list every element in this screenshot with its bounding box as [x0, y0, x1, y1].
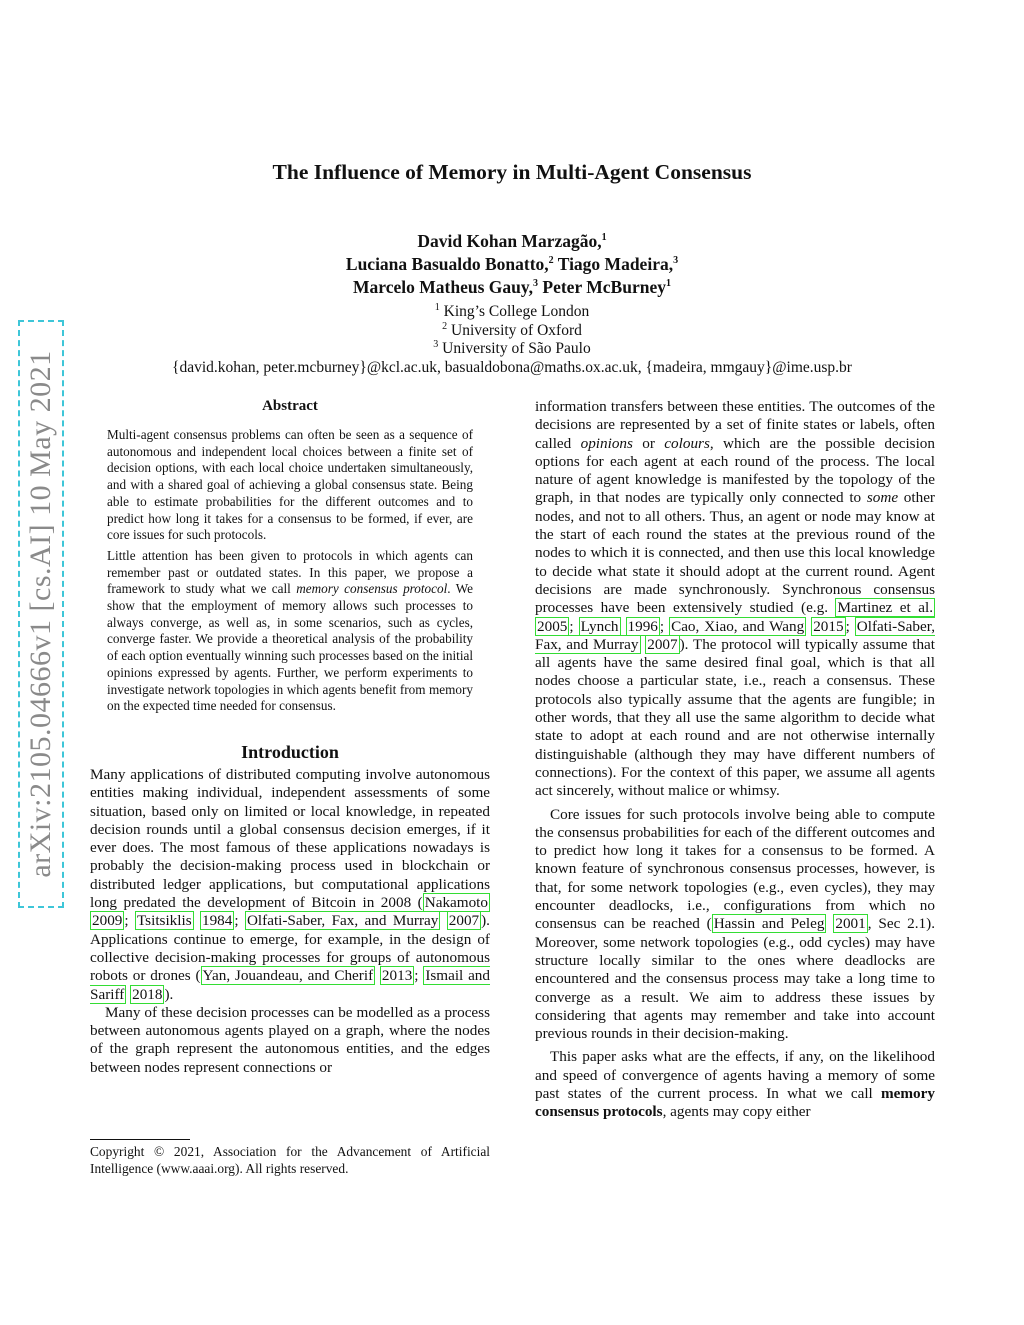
- author-name: Tiago Madeira,: [557, 254, 674, 274]
- arxiv-id-text: arXiv:2105.04666v1 [cs.AI] 10 May 2021: [24, 350, 57, 878]
- author-sup: 2: [548, 255, 554, 267]
- author-name: Marcelo Matheus Gauy,: [353, 277, 534, 297]
- author-line-3: [0, 276, 1024, 299]
- affiliation: $^2$ University of Oxford: [442, 320, 582, 339]
- author-line-2: [0, 253, 1024, 276]
- author-name: Peter McBurney: [542, 277, 666, 297]
- affiliations: [0, 303, 1024, 377]
- citation-link[interactable]: Lynch: [580, 617, 619, 635]
- citation-link[interactable]: Olfati-Saber, Fax, and Murray: [246, 912, 439, 930]
- affiliation: $^3$ University of São Paulo: [433, 338, 591, 357]
- citation-year-link[interactable]: 2013: [381, 967, 413, 985]
- footnote-rule: [90, 1139, 190, 1140]
- right-column: [535, 398, 935, 1122]
- intro-paragraph: Many of these decision processes can be modelled as a process between autonomous agents played on a graph, where the nodes of the graph represent the autonomous entities, and the edges between nodes represent connections or: [90, 1003, 490, 1076]
- citation-link[interactable]: Ismail and Sariff: [90, 967, 490, 1003]
- abstract-body: [90, 427, 490, 715]
- body-paragraph: This paper asks what are the effects, if any, on the likelihood and speed of convergence of agents having a memory of some past states of the current process. In what we call memory consensus protocols, agents may copy either: [535, 1048, 935, 1121]
- citation-year-link[interactable]: 2007: [448, 912, 480, 930]
- author-name: Luciana Basualdo Bonatto,: [345, 254, 549, 274]
- introduction-heading: Introduction: [241, 741, 339, 762]
- citation-year-link[interactable]: 2001: [835, 915, 866, 933]
- affiliation: $^1$ King’s College London: [434, 301, 590, 320]
- citation-year-link[interactable]: 2018: [132, 985, 163, 1003]
- abstract-heading: Abstract: [262, 398, 318, 414]
- author-sup: 3: [533, 278, 539, 290]
- citation-link[interactable]: Tsitsiklis: [136, 912, 192, 930]
- citation-link[interactable]: Cao, Xiao, and Wang: [671, 617, 805, 635]
- body-paragraph: Core issues for such protocols involve being able to compute the consensus probabilities for each of the different outcomes and to predict how long it takes for a consensus to be formed. A known feature of synchronous consensus processes, however, is that, for some network topologies (e.g., even cycles), they may encounter deadlocks, i.e., configurations from which no consensus can be reached ( Hassin and Peleg 2001 , Sec 2.1). Moreover, some network topologies (e.g., odd cycles) may have structure locally similar to the ones where deadlocks are encountered and the consensus process may take a long time to converge as a result. We aim to address these issues by considering that agents may remember and take into account previous rounds in their decision-making.: [535, 805, 936, 1043]
- citation-link[interactable]: Hassin and Peleg: [713, 915, 825, 933]
- citation-link[interactable]: Martinez et al.: [837, 599, 933, 617]
- citation-year-link[interactable]: 2005: [537, 617, 568, 635]
- intro-paragraph: Many applications of distributed computing involve autonomous entities making individual, independent assessments of some situation, based only on limited or local knowledge, in repeated decision rounds until a global consensus decision emerges, if it ever does. The most famous of these applications nowadays is probably the decision-making process used in blockchain or distributed ledger applications, but computational applications long predated the development of Bitcoin in 2008 ( Nakamoto 2009 ; Tsitsiklis 1984 ; Olfati-Saber, Fax, and Murray 2007 ). Applications continue to emerge, for example, in the design of collective decision-making processes for groups of autonomous robots or drones ( Yan, Jouandeau, and Cherif 2013 ; Ismail and Sariff 2018 ).: [90, 765, 490, 1003]
- author-sup: 3: [673, 255, 679, 267]
- abstract-paragraph: Little attention has been given to protocols in which agents can remember past or outdated states. In this paper, we propose a framework to study what we call memory consensus protocol. We show that the employment of memory allows such processes to always converge, as well as, in some scenarios, such as cycles, converge faster. We provide a theoretical analysis of the probability of each option eventually winning such processes based on the initial opinions expressed by agents. Further, we perform experiments to investigate network topologies in which agents benefit from memory on the expected time needed for consensus.: [107, 547, 473, 714]
- citation-year-link[interactable]: 2007: [647, 635, 678, 653]
- abstract-paragraph: Multi-agent consensus problems can often be seen as a sequence of autonomous and independent local choices between a finite set of decision options, with each local choice undertaken simultaneously, and with a shared goal of achieving a global consensus state. Being able to estimate probabilities for the different outcomes and to predict how long it takes for a consensus to be formed, if ever, are core issues for such protocols.: [107, 427, 473, 543]
- body-paragraph: information transfers between these entities. The outcomes of the decisions are represented by a set of finite states or labels, often called opinions or colours, which are the possible decision options for each agent at each round of the process. The local nature of agent knowledge is manifested by the topology of the graph, in that nodes are typically only connected to some other nodes, and not to all others. Thus, an agent or node may know at the start of each round the states at the previous round of the nodes to which it is connected, and then use this local knowledge to decide what state it should adopt at the current round. Agent decisions are made synchronously. Synchronous consensus processes have been extensively studied (e.g. Martinez et al. 2005 ; Lynch 1996 ; Cao, Xiao, and Wang 2015 ; Olfati-Saber, Fax, and Murray 2007 ). The protocol will typically assume that all agents have the same desired final goal, which is that all nodes choose a particular state, i.e., reach a consensus. These protocols also typically assume that the agents are fungible; in other words, that they all use the same algorithm to decide what state to adopt at each round and are not otherwise internally distinguishable (although they may have different numbers of connections). For the context of this paper, we assume all agents act sincerely, without malice or whimsy.: [535, 398, 936, 800]
- author-sup: 1: [665, 278, 671, 290]
- author-sup: 1: [601, 232, 607, 244]
- right-column-body: [535, 398, 935, 1122]
- introduction-body: [90, 766, 490, 1077]
- copyright-footnote: Copyright © 2021, Association for the Advancement of Artificial Intelligence (www.aaai.org). All rights reserved.: [90, 1144, 490, 1176]
- citation-year-link[interactable]: 2015: [813, 617, 844, 635]
- citation-link[interactable]: Yan, Jouandeau, and Cherif: [202, 967, 374, 985]
- arxiv-identifier-stamp: [18, 320, 64, 908]
- citation-year-link[interactable]: 1984: [201, 912, 233, 930]
- author-line-1: [0, 230, 1024, 253]
- citation-link[interactable]: Nakamoto: [424, 894, 488, 912]
- left-column: [90, 398, 490, 1077]
- citation-link[interactable]: Olfati-Saber, Fax, and Murray: [535, 617, 936, 653]
- citation-year-link[interactable]: 2009: [92, 912, 123, 930]
- author-list: [0, 230, 1024, 299]
- author-emails: {david.kohan, peter.mcburney}@kcl.ac.uk, basualdobona@maths.ox.ac.uk, {madeira, mmgauy}@ime.usp.br: [172, 358, 852, 376]
- paper-title: The Influence of Memory in Multi-Agent Consensus: [272, 160, 752, 184]
- author-name: David Kohan Marzagão,: [417, 231, 602, 251]
- citation-year-link[interactable]: 1996: [627, 617, 658, 635]
